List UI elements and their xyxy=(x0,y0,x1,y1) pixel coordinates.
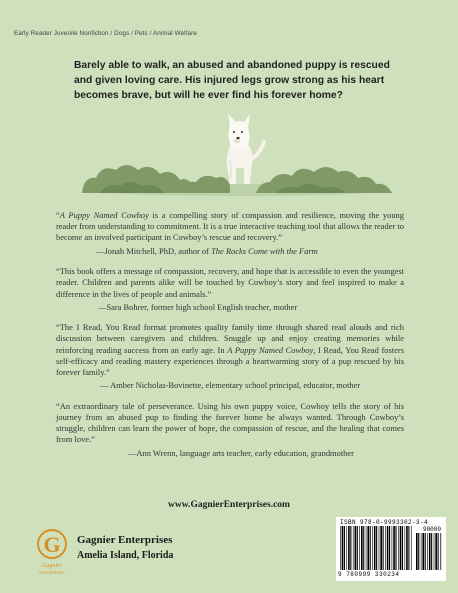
review-attribution: —Sara Bohrer, former high school English teacher, mother xyxy=(98,301,298,312)
price-code: 90000 xyxy=(422,526,441,533)
book-title: A Puppy Named Cowboy xyxy=(227,344,314,355)
website-link[interactable]: www.GagnierEnterprises.com xyxy=(168,500,290,510)
review-1 xyxy=(56,210,404,257)
puppy-illustration xyxy=(80,98,400,198)
review-quote: “The I Read, You Read format promotes quality family time through shared read alouds and rich discussion between caregivers and children. Snuggle up and enjoy creating memories while reinforcing reading success from an early age. In A Puppy Named Cowboy, I Read, You Read fosters self-efficacy and reading mastery experiences through a heartwarming story of a pup rescued by his forever family.” xyxy=(56,322,404,378)
barcode-bars xyxy=(340,526,412,570)
review-attribution: —Ann Wrenn, language arts teacher, early education, grandmother xyxy=(128,447,354,458)
review-3 xyxy=(56,322,404,392)
isbn-number: ISBN 978-0-9993302-3-4 xyxy=(340,519,429,526)
barcode-block xyxy=(336,517,446,581)
puppy-shape xyxy=(227,114,264,184)
review-attribution: —Jonah Mitchell, PhD, author of The Rocks Come with the Farm xyxy=(96,245,318,256)
review-4 xyxy=(56,401,404,459)
reviews-section xyxy=(56,210,404,468)
review-2 xyxy=(56,266,404,313)
barcode-addon-bars xyxy=(416,533,442,570)
review-quote: “A Puppy Named Cowboy is a compelling story of compassion and resilience, moving the young reader from understanding to commitment. It is a true interactive teaching tool that allows the reader to become an involved participant in Cowboy’s rescue and recovery.” xyxy=(56,210,404,243)
blurb-text: Barely able to walk, an abused and abandoned puppy is rescued and given loving care. His injured legs grow strong as his heart becomes brave, but will he ever find his forever home? xyxy=(74,60,390,101)
review-quote: “This book offers a message of compassion, recovery, and hope that is accessible to even the youngest reader. Children and parents alike will be touched by Cowboy’s story and feel inspired to make a difference in the lives of people and animals.” xyxy=(56,266,404,299)
publisher-name: Gagnier Enterprises xyxy=(77,534,173,546)
category-line: Early Reader Juvenile Nonfiction / Dogs / Pets / Animal Welfare xyxy=(14,30,197,37)
svg-text:ENTERPRISES: ENTERPRISES xyxy=(39,571,65,575)
publisher-location: Amelia Island, Florida xyxy=(77,550,174,561)
barcode-digits: 9 780999 330234 xyxy=(338,571,400,578)
book-title: A Puppy Named Cowboy xyxy=(59,210,149,220)
svg-text:G: G xyxy=(43,532,61,557)
svg-text:Gagnier: Gagnier xyxy=(42,563,62,569)
publisher-logo xyxy=(35,527,69,577)
review-quote: “An extraordinary tale of perseverance. Using his own puppy voice, Cowboy tells the story of his journey from an abused pup to finding the forever home he always wanted. Through Cowboy’s struggle, children can learn the power of hope, the compassion of rescue, and the healing that comes from love.” xyxy=(56,400,404,445)
review-attribution: — Amber Nicholas-Bovinette, elementary school principal, educator, mother xyxy=(100,380,361,391)
